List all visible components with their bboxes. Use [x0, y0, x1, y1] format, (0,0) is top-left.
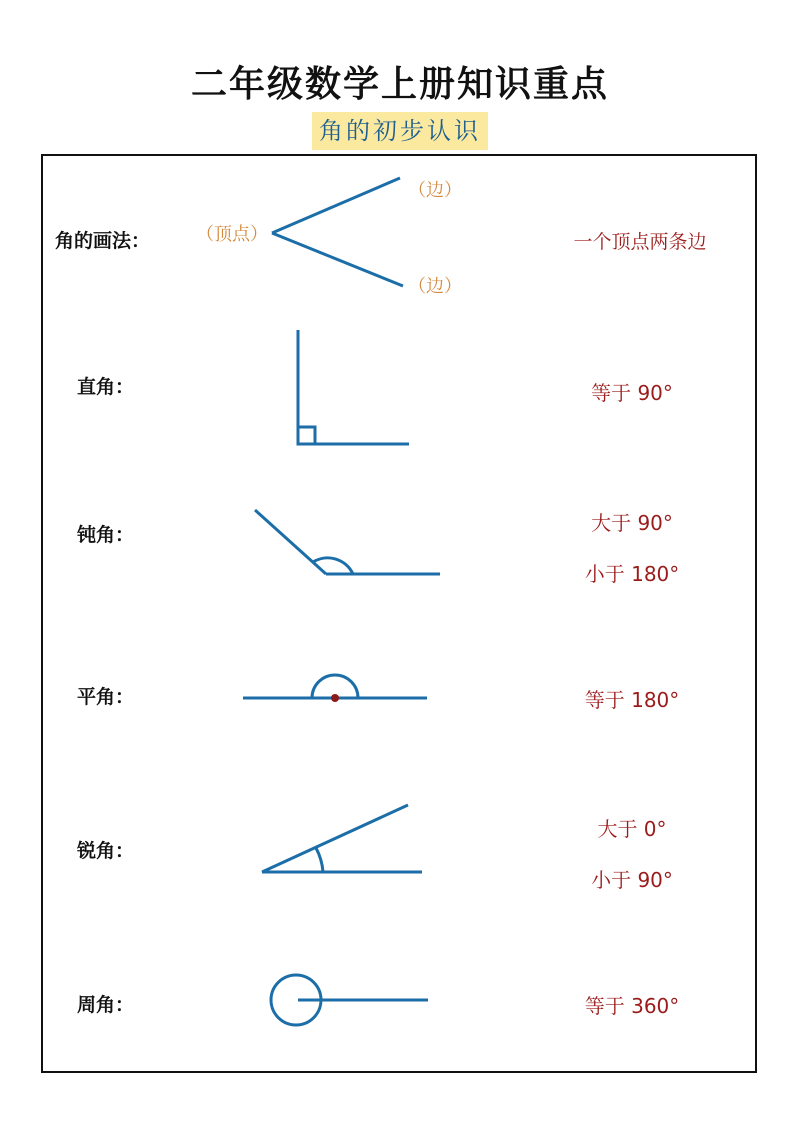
page-title: 二年级数学上册知识重点	[190, 64, 609, 105]
full-angle-figure	[271, 975, 428, 1025]
desc-full-angle: 等于 360°	[584, 994, 680, 1018]
desc-acute-angle-max: 小于 90°	[591, 868, 673, 892]
label-acute-angle: 锐角：	[77, 840, 135, 862]
desc-angle-drawing: 一个顶点两条边	[573, 231, 707, 253]
desc-obtuse-angle-min: 大于 90°	[591, 511, 673, 535]
vertex-dot-icon	[331, 694, 339, 702]
desc-straight-angle: 等于 180°	[584, 688, 680, 712]
section-subtitle: 角的初步认识	[312, 112, 488, 150]
obtuse-angle-figure	[255, 510, 440, 574]
label-right-angle: 直角：	[77, 376, 135, 398]
desc-right-angle: 等于 90°	[591, 381, 673, 405]
label-obtuse-angle: 钝角：	[77, 524, 135, 546]
annotation-side-top: （边）	[408, 180, 462, 201]
label-straight-angle: 平角：	[77, 686, 135, 708]
angle-drawing-figure	[272, 178, 403, 286]
right-angle-figure	[298, 330, 409, 444]
annotation-side-bottom: （边）	[408, 276, 462, 297]
desc-acute-angle-min: 大于 0°	[597, 817, 667, 841]
acute-angle-figure	[262, 805, 422, 872]
label-full-angle: 周角：	[77, 994, 135, 1016]
desc-obtuse-angle-max: 小于 180°	[584, 562, 680, 586]
label-angle-drawing: 角的画法：	[55, 230, 151, 252]
annotation-vertex: （顶点）	[196, 224, 268, 245]
